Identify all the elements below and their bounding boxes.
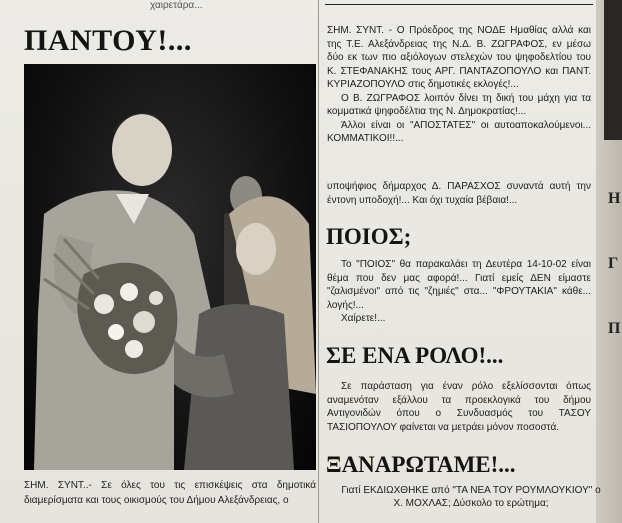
edge-letter: Π bbox=[608, 320, 621, 337]
top-rule bbox=[325, 4, 593, 5]
heading-poios: ΠΟΙΟΣ; bbox=[326, 224, 412, 249]
edge-letter: Η bbox=[608, 190, 621, 207]
heading-ksanarotame: ΞΑΝΑΡΩΤΑΜΕ!... bbox=[326, 452, 516, 477]
continuation-text: υποψήφιος δήμαρχος Δ. ΠΑΡΑΣΧΟΣ συναντά αυτή την έντονη υποδοχή!... Και όχι τυχαία βέβαια!... bbox=[327, 181, 591, 206]
next-page-photo-fragment bbox=[604, 0, 622, 140]
photo-caption: ΣΗΜ. ΣΥΝΤ..- Σε όλες του τις επισκέψεις στα δημοτικά διαμερίσματα και τους οικισμούς του Δήμου Αλεξάνδρειας, ο bbox=[24, 480, 316, 506]
column-divider bbox=[318, 0, 319, 523]
edge-letter: Γ bbox=[608, 255, 619, 272]
next-page-edge bbox=[596, 0, 622, 523]
poios-article bbox=[327, 258, 591, 326]
poios-body: Το "ΠΟΙΟΣ" θα παρακαλάει τη Δευτέρα 14-10-02 είναι θέμα που δεν μας αφορά!... Γιατί εμείς ΔΕΝ είμαστε "ζαλισμένοι" από τις "ζημιές" στα... "ΦΡΟΥΤΑΚΙΑ" κάθε... λογής!... bbox=[327, 259, 591, 311]
poios-signoff: Χαίρετε!... bbox=[341, 313, 386, 324]
photo-illustration bbox=[24, 64, 316, 470]
rolo-article bbox=[327, 380, 591, 434]
rolo-body: Σε παράσταση για έναν ρόλο εξελίσσονται όπως αναμενόταν εξάλλου τα προεκλογικά του δήμου Αντιγονιδών όπου ο Συνδυασμός του ΤΑΣΟΥ ΤΑΣΙΟΠΟΥΛΟΥ φαίνεται να μετράει μόνον ποσοστά. bbox=[327, 381, 591, 433]
news-photo bbox=[24, 64, 316, 470]
top-bleed-text: χαιρετάρα... bbox=[150, 0, 203, 11]
headline-pantou: ΠΑΝΤΟΥ!... bbox=[24, 24, 192, 57]
heading-se-ena-rolo: ΣΕ ΕΝΑ ΡΟΛΟ!... bbox=[326, 343, 504, 368]
note-paragraph: ΣΗΜ. ΣΥΝΤ. - Ο Πρόεδρος της ΝΟΔΕ Ημαθίας αλλά και της Τ.Ε. Αλεξάνδρειας της Ν.Δ. Β. ΖΩΓΡΑΦΟΣ, εν μέσω δύο εκ των πιο αξιόλογων στελεχών του ψηφοδελτίου του Κ. ΣΤΕΦΑΝΑΚΗΣ τους ΑΡΓ. ΠΑΝΤΑΖΟΠΟΥΛΟ και ΠΑΝΤ. ΚΥΡΙΑΖΟΠΟΥΛΟ στις δημοτικές εκλογές!... bbox=[327, 25, 591, 90]
ksana-line-1: Γιατί ΕΚΔΙΩΧΘΗΚΕ από "ΤΑ ΝΕΑ ΤΟΥ ΡΟΥΜΛΟΥΚΙΟΥ" ο bbox=[341, 485, 601, 496]
editor-note bbox=[327, 24, 591, 146]
ksana-line-2: Χ. ΜΟΧΛΑΣ; Δύσκολο το ερώτημα; bbox=[393, 498, 549, 509]
ksana-article bbox=[330, 484, 612, 510]
note-paragraph: Άλλοι είναι οι "ΑΠΟΣΤΑΤΕΣ" οι αυτοαποκαλούμενοι... ΚΟΜΜΑΤΙΚΟΙ!!... bbox=[327, 119, 591, 144]
note-paragraph: Ο Β. ΖΩΓΡΑΦΟΣ λοιπόν δίνει τη δική του μάχη για τα κομματικά ψηφοδέλτια της Ν. Δημοκρατίας!... bbox=[327, 92, 591, 117]
